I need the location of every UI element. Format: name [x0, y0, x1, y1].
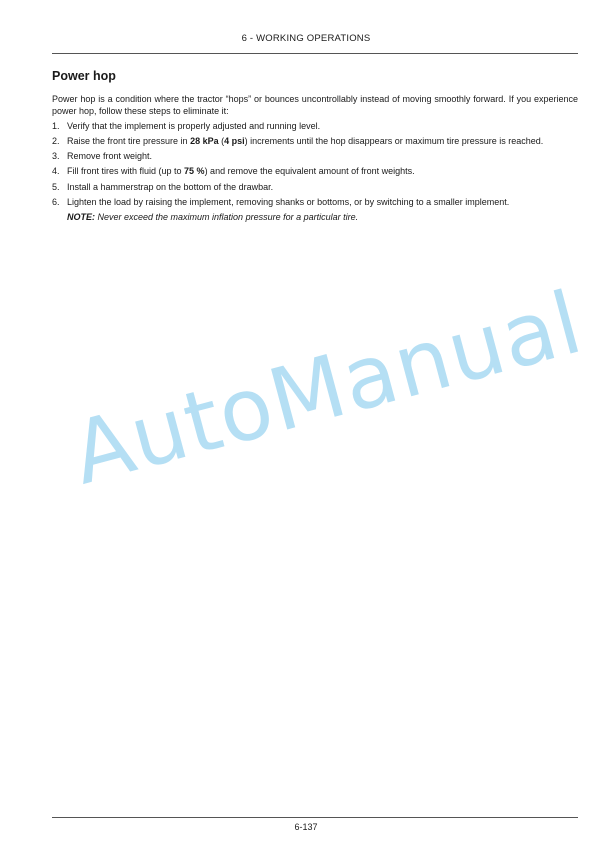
step-item — [52, 182, 578, 194]
intro-paragraph: Power hop is a condition where the tractor “hops” or bounces uncontrollably instead of moving smoothly forward. If you experience power hop, follow these steps to eliminate it: — [52, 94, 578, 116]
step-number: 3. — [52, 151, 60, 162]
step-text: Raise the front tire pressure in — [67, 135, 191, 146]
step-text: Verify that the implement is properly adjusted and running level. — [67, 120, 321, 131]
watermark-text: AutoManual — [62, 272, 593, 505]
section-body — [52, 94, 578, 224]
step-item — [52, 121, 578, 133]
step-text: Fill front tires with fluid (up to — [67, 166, 185, 177]
step-text: Install a hammerstrap on the bottom of the drawbar. — [67, 181, 274, 192]
step-item — [52, 136, 578, 148]
steps-list — [52, 121, 578, 209]
header-rule — [52, 53, 578, 54]
step-number: 4. — [52, 166, 60, 177]
fluid-percent: 75 % — [184, 166, 205, 177]
note-text: Never exceed the maximum inflation pressure for a particular tire. — [95, 211, 359, 222]
step-text: ( — [218, 135, 225, 146]
step-item — [52, 166, 578, 178]
step-item — [52, 197, 578, 209]
step-item — [52, 151, 578, 163]
section-title: Power hop — [52, 69, 116, 83]
page-header: 6 - WORKING OPERATIONS — [241, 33, 371, 44]
page-number: 6-137 — [294, 822, 318, 832]
step-text: Remove front weight. — [67, 151, 153, 162]
step-text: ) and remove the equivalent amount of front weights. — [204, 166, 415, 177]
step-number: 6. — [52, 196, 60, 207]
step-number: 2. — [52, 135, 60, 146]
note — [67, 212, 578, 224]
step-text: ) increments until the hop disappears or maximum tire pressure is reached. — [244, 135, 544, 146]
step-number: 1. — [52, 120, 60, 131]
step-text: Lighten the load by raising the implement, removing shanks or bottoms, or by switching to a smaller implement. — [67, 196, 510, 207]
footer-rule — [52, 817, 578, 818]
pressure-psi: 4 psi — [224, 135, 245, 146]
note-label: NOTE: — [67, 211, 95, 222]
pressure-kpa: 28 kPa — [190, 135, 219, 146]
step-number: 5. — [52, 181, 60, 192]
